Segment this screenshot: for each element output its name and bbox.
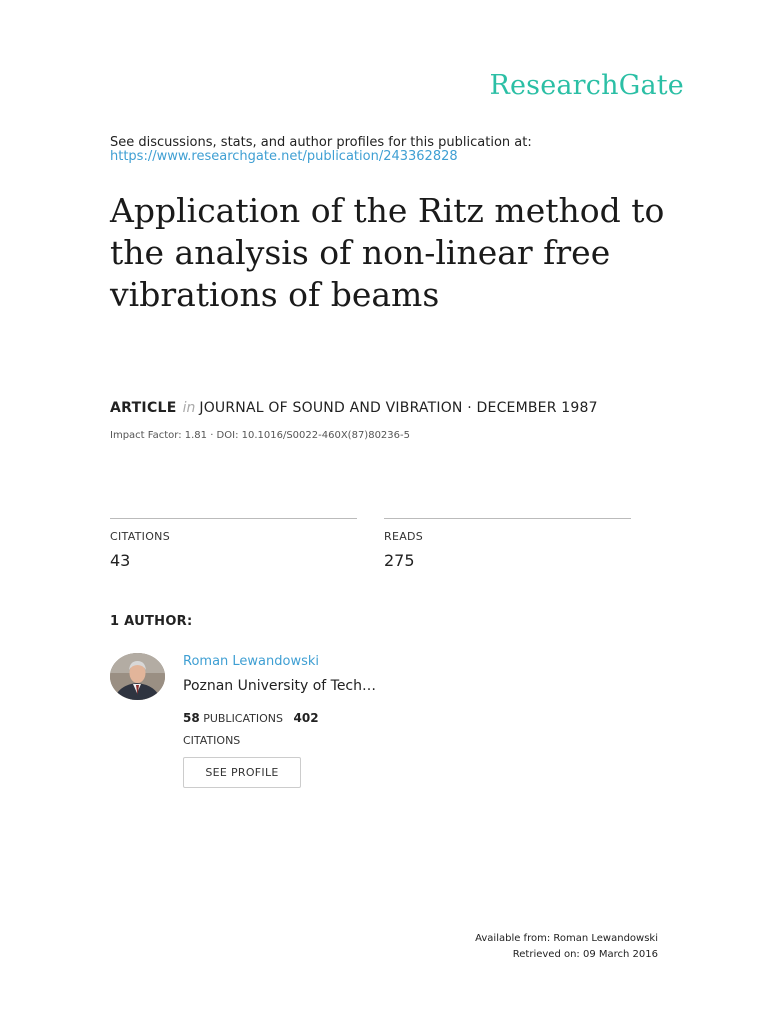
reads-divider bbox=[384, 518, 631, 519]
author-photo-icon bbox=[110, 653, 165, 700]
citations-divider bbox=[110, 518, 357, 519]
available-from: Available from: Roman Lewandowski bbox=[475, 933, 658, 944]
citations-value: 43 bbox=[110, 551, 131, 570]
in-word: in bbox=[182, 400, 196, 416]
brand-logo[interactable]: ResearchGate bbox=[489, 70, 684, 101]
discussions-text: See discussions, stats, and author profiles for this publication at: bbox=[110, 135, 532, 150]
author-name[interactable]: Roman Lewandowski bbox=[183, 654, 320, 669]
journal-name[interactable]: JOURNAL OF SOUND AND VIBRATION · DECEMBER 1987 bbox=[199, 400, 598, 416]
article-meta bbox=[110, 400, 598, 416]
impact-doi: Impact Factor: 1.81 · DOI: 10.1016/S0022-460X(87)80236-5 bbox=[110, 430, 410, 441]
avatar[interactable] bbox=[110, 653, 165, 700]
citations-label: CITATIONS bbox=[110, 530, 170, 543]
publications-label: PUBLICATIONS bbox=[203, 712, 283, 725]
publications-count: 58 bbox=[183, 711, 200, 725]
publication-title: Application of the Ritz method to the analysis of non-linear free vibrations of beams bbox=[110, 191, 665, 314]
reads-value: 275 bbox=[384, 551, 415, 570]
publication-link[interactable]: https://www.researchgate.net/publication/243362828 bbox=[110, 149, 458, 164]
reads-label: READS bbox=[384, 530, 424, 543]
retrieved-on: Retrieved on: 09 March 2016 bbox=[512, 949, 658, 960]
author-citations-label: CITATIONS bbox=[183, 734, 241, 747]
see-profile-button[interactable]: SEE PROFILE bbox=[183, 757, 301, 788]
author-institution: Poznan University of Tech… bbox=[183, 678, 377, 694]
authors-heading: 1 AUTHOR: bbox=[110, 614, 193, 629]
article-type: ARTICLE bbox=[110, 400, 177, 416]
author-stats bbox=[183, 707, 353, 752]
author-citations-count: 402 bbox=[293, 711, 319, 725]
